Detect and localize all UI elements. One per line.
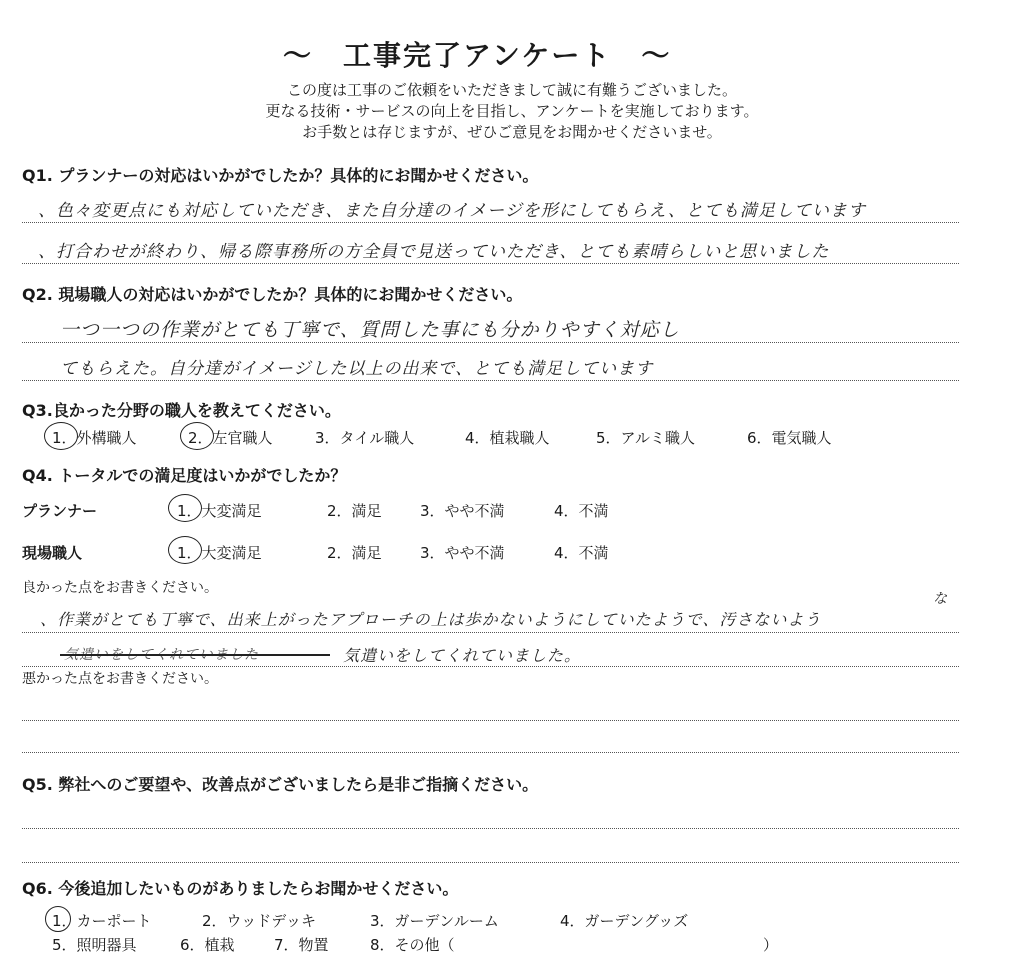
q6-option-2[interactable]: 2．ウッドデッキ <box>202 912 316 930</box>
q2-answer-line-2[interactable]: てもらえた。自分達がイメージした以上の出来で、とても満足しています <box>60 359 654 379</box>
q2-answer-rule-1 <box>22 342 959 343</box>
q5-answer-rule-2 <box>22 862 959 863</box>
q4-role-planner: プランナー <box>22 502 98 520</box>
intro-line-3: お手数とは存じますが、ぜひご意見をお聞かせくださいませ。 <box>302 123 722 141</box>
q5-answer-rule-1 <box>22 828 959 829</box>
q4-label: Q4. トータルでの満足度はいかがでしたか？ <box>22 466 347 485</box>
q4-craftsman-option-4[interactable]: 4．不満 <box>554 544 609 562</box>
good-points-rule-1 <box>22 632 959 633</box>
good-points-insert-mark: な <box>933 591 948 607</box>
bad-points-rule-1 <box>22 720 959 721</box>
q1-answer-line-2[interactable]: 、打合わせが終わり、帰る際事務所の方全員で見送っていただき、とても素晴らしいと思いました <box>38 242 830 262</box>
q4-craftsman-option-3[interactable]: 3．やや不満 <box>420 544 505 562</box>
bad-points-rule-2 <box>22 752 959 753</box>
q4-role-craftsman: 現場職人 <box>22 544 83 562</box>
good-points-rule-2 <box>22 666 959 667</box>
q6-option-3[interactable]: 3．ガーデンルーム <box>370 912 499 930</box>
q4-planner-option-1-circle <box>168 494 202 522</box>
q3-label: Q3.良かった分野の職人を教えてください。 <box>22 401 341 420</box>
good-points-struck-text: 気遣いをしてくれていました <box>64 647 259 663</box>
q3-option-2-circle <box>180 422 214 450</box>
q3-option-5[interactable]: 5．アルミ職人 <box>596 429 695 447</box>
good-points-label: 良かった点をお書きください。 <box>22 580 218 596</box>
q6-label: Q6. 今後追加したいものがありましたらお聞かせください。 <box>22 879 459 898</box>
q4-craftsman-option-1-circle <box>168 536 202 564</box>
q5-label: Q5. 弊社へのご要望や、改善点がございましたら是非ご指摘ください。 <box>22 775 539 794</box>
q6-option-8[interactable]: 8．その他（ <box>370 936 455 954</box>
q3-option-3[interactable]: 3．タイル職人 <box>315 429 415 447</box>
q2-answer-rule-2 <box>22 380 959 381</box>
q2-answer-line-1[interactable]: 一つ一つの作業がとても丁寧で、質問した事にも分かりやすく対応し <box>60 319 680 341</box>
page-title: ～ 工事完了アンケート ～ <box>283 39 672 72</box>
q4-planner-option-2[interactable]: 2．満足 <box>327 502 382 520</box>
q2-label: Q2. 現場職人の対応はいかがでしたか？具体的にお聞かせください。 <box>22 285 523 304</box>
q4-planner-option-4[interactable]: 4．不満 <box>554 502 609 520</box>
q1-answer-rule-2 <box>22 263 959 264</box>
q6-option-7[interactable]: 7．物置 <box>274 936 329 954</box>
q6-option-1[interactable]: 1．カーポート <box>52 912 152 930</box>
q1-label: Q1. プランナーの対応はいかがでしたか？具体的にお聞かせください。 <box>22 166 539 185</box>
q6-option-8-close-paren: ） <box>763 936 779 954</box>
q1-answer-line-1[interactable]: 、色々変更点にも対応していただき、また自分達のイメージを形にしてもらえ、とても満足しています <box>38 201 866 221</box>
q3-option-6[interactable]: 6．電気職人 <box>747 429 832 447</box>
q3-option-2[interactable]: 2．左官職人 <box>188 429 273 447</box>
q6-option-4[interactable]: 4．ガーデングッズ <box>560 912 689 930</box>
q4-planner-option-3[interactable]: 3．やや不満 <box>420 502 505 520</box>
q1-answer-rule-1 <box>22 222 959 223</box>
good-points-answer-line-2[interactable]: 気遣いをしてくれていました。 <box>343 646 582 665</box>
good-points-strikethrough <box>60 654 330 656</box>
q3-option-1[interactable]: 1．外構職人 <box>52 429 137 447</box>
intro-line-2: 更なる技術・サービスの向上を目指し、アンケートを実施しております。 <box>265 102 759 120</box>
good-points-answer-line-1[interactable]: 、作業がとても丁寧で、出来上がったアプローチの上は歩かないようにしていたようで、汚さないよう <box>40 610 822 629</box>
intro-line-1: この度は工事のご依頼をいただきまして誠に有難うございました。 <box>286 81 737 99</box>
q3-option-4[interactable]: 4．植栽職人 <box>465 429 550 447</box>
q4-craftsman-option-1[interactable]: 1．大変満足 <box>177 544 262 562</box>
q6-option-1-circle <box>45 906 71 932</box>
q6-option-5[interactable]: 5．照明器具 <box>52 936 137 954</box>
q3-option-1-circle <box>44 422 78 450</box>
bad-points-label: 悪かった点をお書きください。 <box>22 671 218 687</box>
q4-planner-option-1[interactable]: 1．大変満足 <box>177 502 262 520</box>
q4-craftsman-option-2[interactable]: 2．満足 <box>327 544 382 562</box>
q6-option-6[interactable]: 6．植栽 <box>180 936 235 954</box>
